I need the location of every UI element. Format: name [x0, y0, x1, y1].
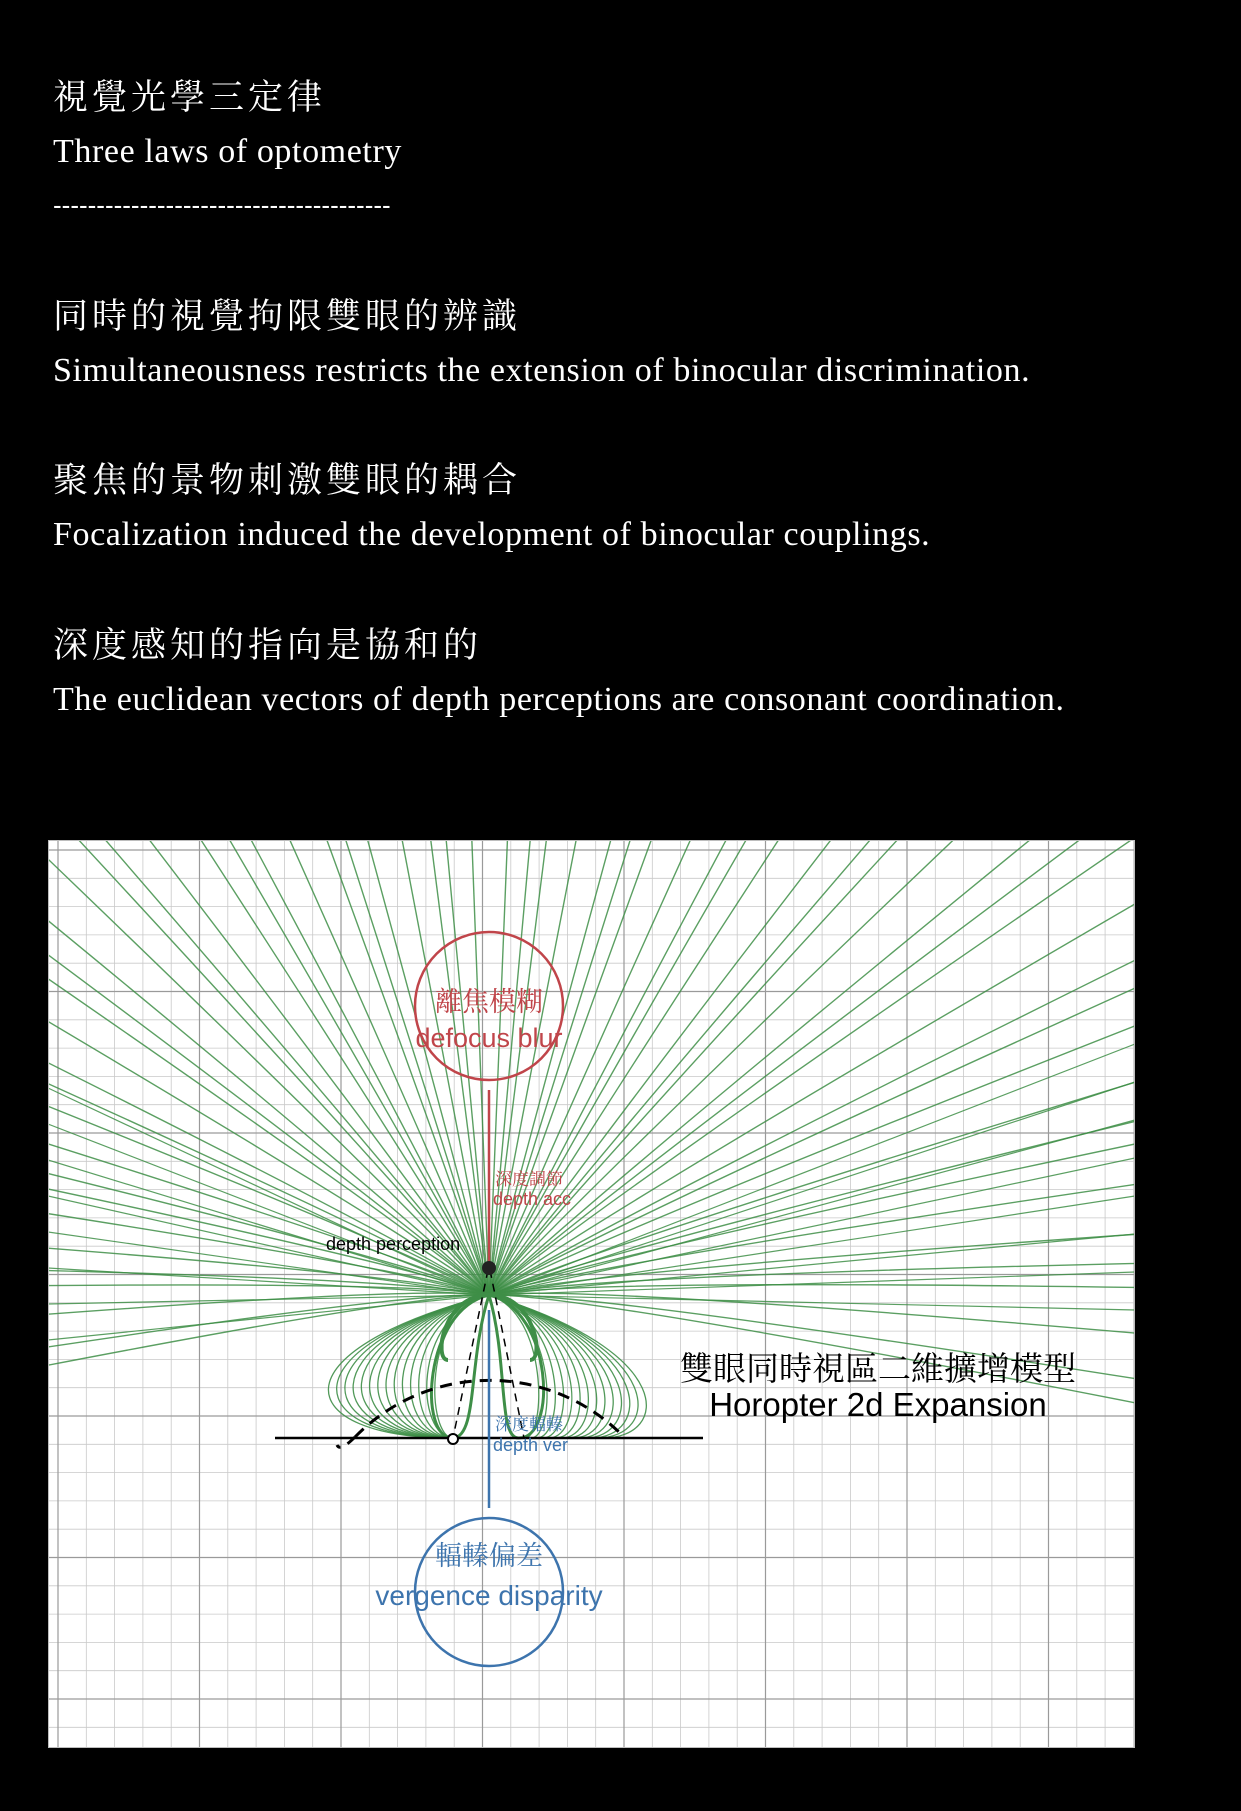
- divider: ---------------------------------------: [53, 190, 391, 220]
- horopter-label-en: Horopter 2d Expansion: [709, 1386, 1047, 1423]
- defocus-label-zh: 離焦模糊: [435, 987, 543, 1018]
- depth-acc-label-zh: 深度調節: [495, 1170, 563, 1190]
- vergence-label-zh: 輻轃偏差: [435, 1541, 543, 1572]
- law-3-en: The euclidean vectors of depth perceptions are consonant coordination.: [53, 681, 1065, 718]
- horopter-label-zh: 雙眼同時視區二維擴增模型: [680, 1349, 1076, 1388]
- depth-ver-label-zh: 深度輻轃: [495, 1415, 563, 1435]
- defocus-label-en: defocus blur: [415, 1023, 563, 1053]
- depth-ver-label-en: depth ver: [493, 1435, 569, 1455]
- title-zh: 視覺光學三定律: [53, 78, 327, 118]
- law-1-en: Simultaneousness restricts the extension of binocular discrimination.: [53, 352, 1031, 389]
- law-3-zh: 深度感知的指向是協和的: [53, 626, 483, 666]
- law-2-zh: 聚焦的景物刺激雙眼的耦合: [53, 461, 522, 501]
- horopter-diagram: [48, 840, 1135, 1748]
- green-ray-lines: [48, 840, 1135, 1557]
- law-2-en: Focalization induced the development of binocular couplings.: [53, 516, 931, 553]
- vergence-label-en: vergence disparity: [375, 1580, 603, 1611]
- depth-perception-label: depth perception: [326, 1234, 461, 1254]
- law-1-zh: 同時的視覺拘限雙眼的辨識: [53, 297, 522, 337]
- focus-point: [482, 1261, 496, 1275]
- eye-point-left: [448, 1434, 458, 1444]
- depth-acc-label-en: depth acc: [493, 1189, 572, 1209]
- title-en: Three laws of optometry: [53, 133, 402, 170]
